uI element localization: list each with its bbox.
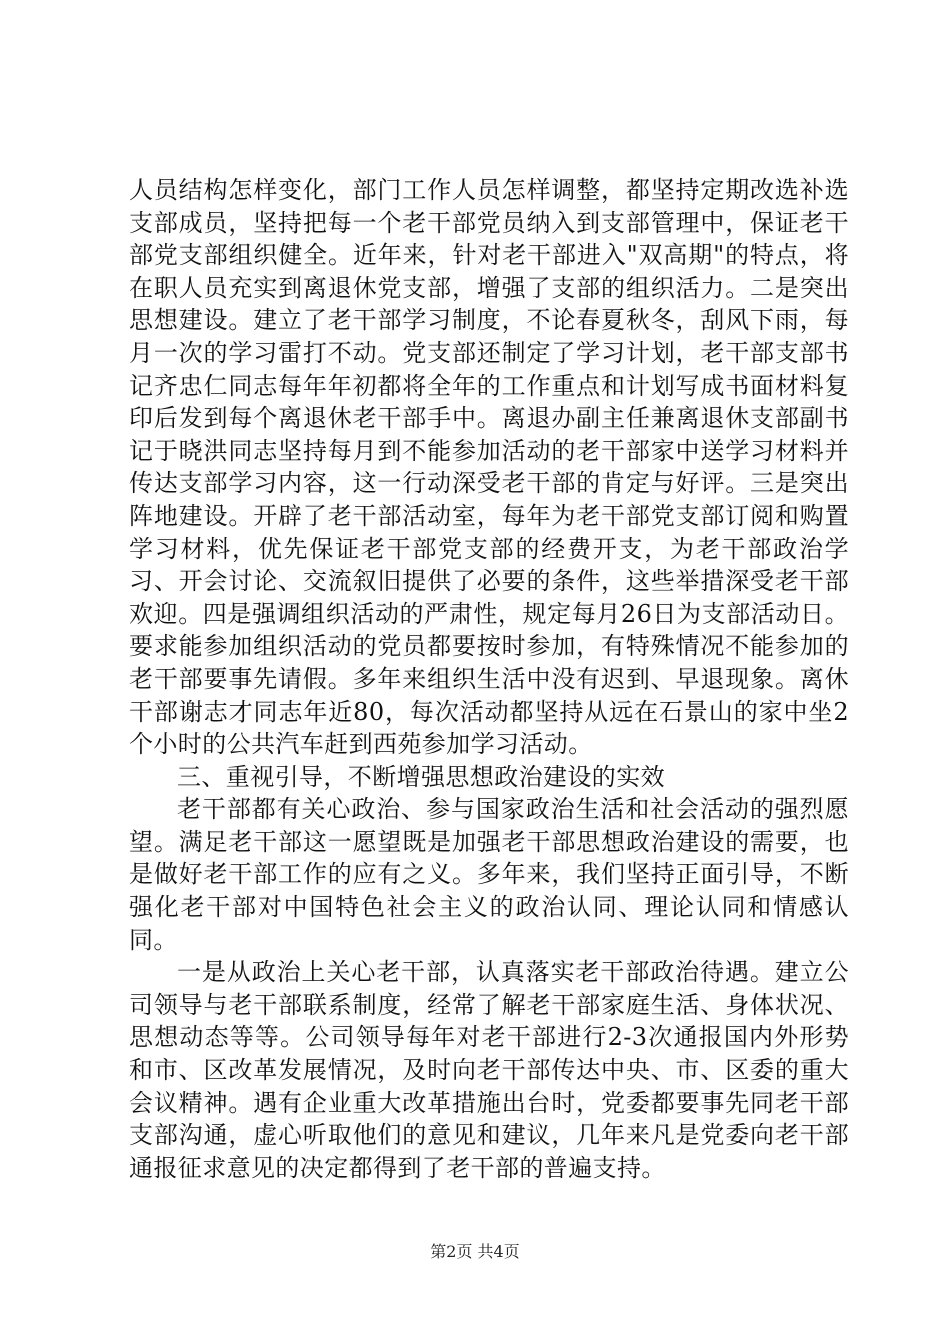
paragraph-3: 一是从政治上关心老干部，认真落实老干部政治待遇。建立公司领导与老干部联系制度，经常了解老干部家庭生活、身体状况、思想动态等等。公司领导每年对老干部进行2-3次通报国内外形势和市、区改革发展情况，及时向老干部传达中央、市、区委的重大会议精神。遇有企业重大改革措施出台时，党委都要事先同老干部支部沟通，虚心听取他们的意见和建议，几年来凡是党委向老干部通报征求意见的决定都得到了老干部的普遍支持。: [129, 958, 849, 1182]
page-footer: [0, 1242, 950, 1262]
section-heading: 三、重视引导，不断增强思想政治建设的实效: [177, 762, 665, 791]
paragraph-2: 老干部都有关心政治、参与国家政治生活和社会活动的强烈愿望。满足老干部这一愿望既是加强老干部思想政治建设的需要，也是做好老干部工作的应有之义。多年来，我们坚持正面引导，不断强化老干部对中国特色社会主义的政治认同、理论认同和情感认同。: [129, 795, 849, 954]
page-number: 第2页 共4页: [430, 1242, 520, 1261]
paragraph-1: 人员结构怎样变化，部门工作人员怎样调整，都坚持定期改选补选支部成员，坚持把每一个老干部党员纳入到支部管理中，保证老干部党支部组织健全。近年来，针对老干部进入"双高期"的特点，将在职人员充实到离退休党支部，增强了支部的组织活力。二是突出思想建设。建立了老干部学习制度，不论春夏秋冬，刮风下雨，每月一次的学习雷打不动。党支部还制定了学习计划，老干部支部书记齐忠仁同志每年年初都将全年的工作重点和计划写成书面材料复印后发到每个离退休老干部手中。离退办副主任兼离退休支部副书记于晓洪同志坚持每月到不能参加活动的老干部家中送学习材料并传达支部学习内容，这一行动深受老干部的肯定与好评。三是突出阵地建设。开辟了老干部活动室，每年为老干部党支部订阅和购置学习材料，优先保证老干部党支部的经费开支，为老干部政治学习、开会讨论、交流叙旧提供了必要的条件，这些举措深受老干部欢迎。四是强调组织活动的严肃性，规定每月26日为支部活动日。要求能参加组织活动的党员都要按时参加，有特殊情况不能参加的老干部要事先请假。多年来组织生活中没有迟到、早退现象。离休干部谢志才同志年近80，每次活动都坚持从远在石景山的家中坐2个小时的公共汽车赶到西苑参加学习活动。: [129, 176, 849, 759]
document-body: [129, 174, 849, 1184]
